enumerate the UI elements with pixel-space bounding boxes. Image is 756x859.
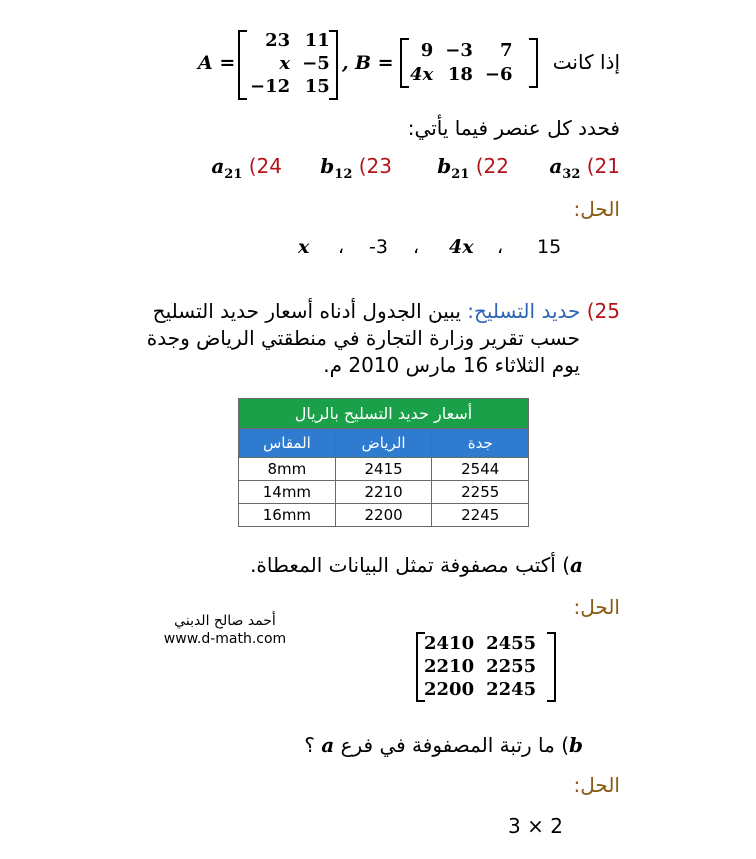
- instruction: فحدد كل عنصر فيما يأتي:: [407, 116, 620, 140]
- subquestion-22: $b_{21}$ (22: [437, 154, 509, 182]
- answer-21: 15: [537, 236, 562, 258]
- matrix-cell: 2210: [424, 656, 475, 677]
- header-size: جدة: [432, 429, 529, 458]
- matrix-B-label: B =: [355, 52, 394, 74]
- matrix-cell: 4x: [410, 64, 434, 85]
- matrix-cell: 2255: [486, 656, 537, 677]
- matrix-cell: 15: [304, 76, 330, 97]
- answer-24: x: [298, 236, 310, 258]
- problem-25-line-1: 25) حديد التسليح: يبين الجدول أدناه أسعار حديد التسليح: [152, 299, 620, 323]
- solution-label-1: الحل:: [573, 197, 620, 221]
- problem-25-line-2: حسب تقرير وزارة التجارة في منطقتي الرياض وجدة: [146, 326, 580, 350]
- matrix-cell: 2200: [424, 679, 475, 700]
- given-text: إذا كانت: [552, 50, 620, 74]
- subquestion-24: $a_{21}$ (24: [211, 154, 282, 182]
- answer-separator: ،: [338, 236, 345, 258]
- matrix-cell: 2245: [486, 679, 537, 700]
- answer-separator: ،: [413, 236, 420, 258]
- problem-25-line-3: يوم الثلاثاء 16 مارس 2010 م.: [323, 353, 580, 377]
- comma: ,: [342, 52, 349, 74]
- matrix-cell: 11: [304, 30, 330, 51]
- matrix-A: [238, 30, 338, 100]
- matrix-cell: 18: [447, 64, 473, 85]
- answer-22: 4x: [449, 236, 474, 258]
- watermark: [160, 612, 290, 648]
- matrix-cell: 23: [265, 30, 291, 51]
- matrix-cell: x: [279, 53, 291, 74]
- matrix-cell: 7: [499, 40, 513, 61]
- answer-matrix: [416, 632, 556, 702]
- matrix-A-label: A =: [198, 52, 236, 74]
- final-answer: 3 × 2: [508, 814, 563, 838]
- part-b: b) ما رتبة المصفوفة في فرع a ؟: [304, 733, 583, 757]
- table-row: 16mm 2200 2245: [239, 504, 529, 527]
- table-row: 8mm 2415 2544: [239, 458, 529, 481]
- subquestion-21: $a_{32}$ (21: [549, 154, 620, 182]
- table-title: أسعار حديد التسليح بالريال: [239, 399, 529, 429]
- part-a: a) أكتب مصفوفة تمثل البيانات المعطاة.: [250, 553, 583, 577]
- solution-label-3: الحل:: [573, 773, 620, 797]
- answer-23: -3: [369, 236, 388, 258]
- header-jeddah: المقاس: [239, 429, 336, 458]
- matrix-cell: −3: [445, 40, 473, 61]
- matrix-cell: 2455: [486, 633, 537, 654]
- matrix-B: [400, 38, 538, 88]
- matrix-cell: −5: [302, 53, 330, 74]
- price-table: [238, 398, 529, 527]
- watermark-name: أحمد صالح الدبني: [174, 613, 276, 629]
- subquestion-23: $b_{12}$ (23: [320, 154, 392, 182]
- matrix-cell: 9: [420, 40, 434, 61]
- answer-separator: ،: [497, 236, 504, 258]
- solution-label-2: الحل:: [573, 595, 620, 619]
- matrix-cell: −6: [484, 64, 513, 85]
- table-row: 14mm 2210 2255: [239, 481, 529, 504]
- matrix-cell: −12: [250, 76, 291, 97]
- watermark-url: www.d-math.com: [163, 631, 287, 647]
- header-riyadh: الرياض: [335, 429, 432, 458]
- matrix-cell: 2410: [424, 633, 475, 654]
